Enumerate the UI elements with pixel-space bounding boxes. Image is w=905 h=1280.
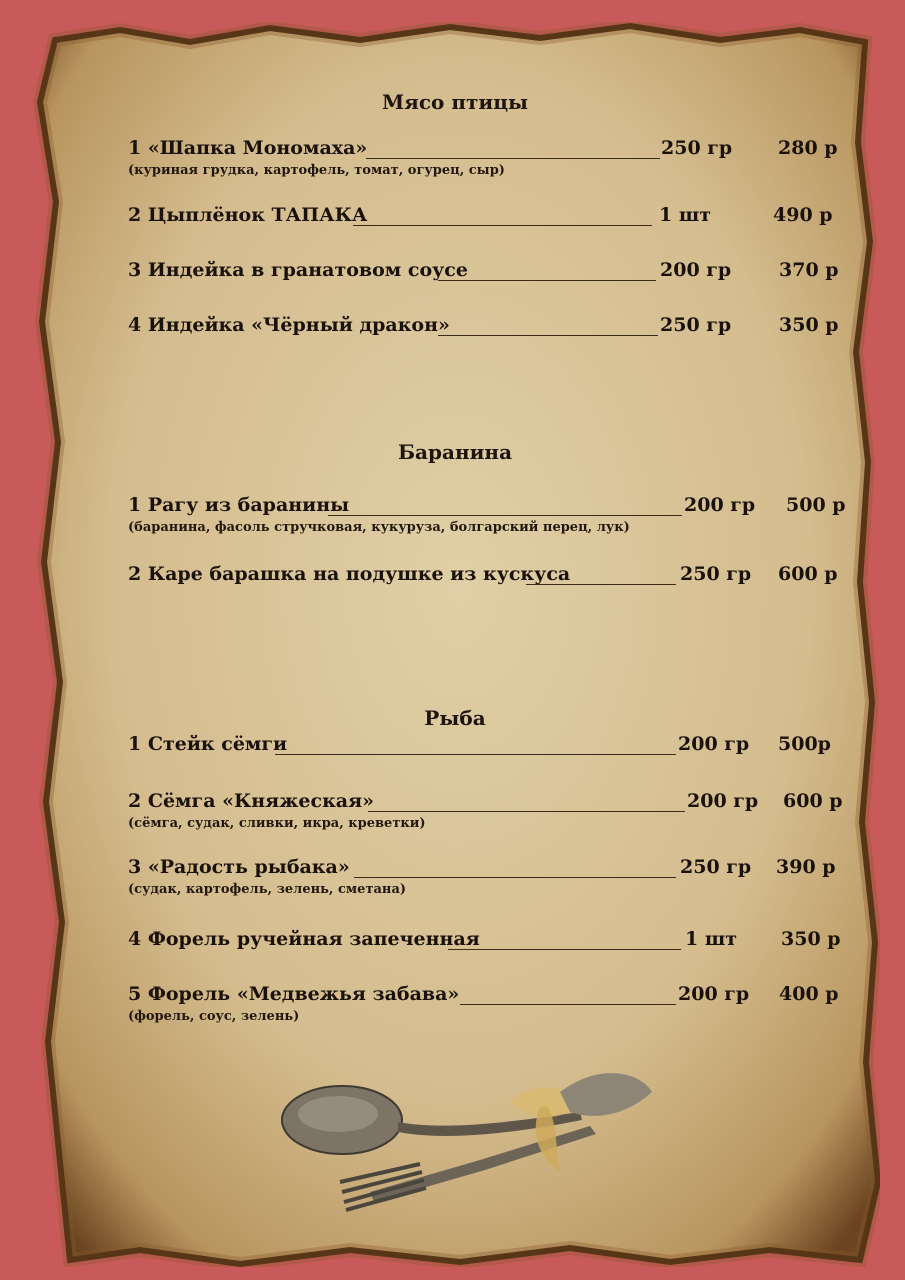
- menu-item: [128, 314, 843, 342]
- menu-item-price: 280 р: [778, 137, 838, 159]
- menu-item: [128, 856, 843, 897]
- menu-item: [128, 137, 843, 178]
- menu-item-weight: 200 гр: [687, 790, 759, 812]
- menu-item-leader-line: [368, 811, 685, 812]
- menu-item-leader-line: [460, 1004, 676, 1005]
- menu-item-leader-line: [438, 335, 658, 336]
- menu-item: [128, 790, 843, 831]
- menu-item-line: [128, 733, 843, 761]
- menu-item-name: 1 «Шапка Мономаха»: [128, 137, 368, 159]
- menu-item-price: 490 р: [773, 204, 833, 226]
- menu-item-weight: 250 гр: [661, 137, 733, 159]
- menu-item-price: 600 р: [778, 563, 838, 585]
- menu-item-line: [128, 314, 843, 342]
- menu-item-price: 600 р: [783, 790, 843, 812]
- menu-item-line: [128, 790, 843, 818]
- cutlery-decoration-icon: [280, 1052, 660, 1212]
- menu-item-description: (форель, соус, зелень): [128, 1009, 300, 1024]
- menu-item-name: 2 Цыплёнок ТАПАКА: [128, 204, 368, 226]
- menu-item-line: [128, 137, 843, 165]
- menu-item-name: 1 Рагу из баранины: [128, 494, 350, 516]
- section-title: Баранина: [397, 440, 513, 464]
- menu-item-price: 500р: [778, 733, 831, 755]
- menu-item-line: [128, 259, 843, 287]
- section-title: Рыба: [424, 706, 486, 730]
- section-title: Мясо птицы: [381, 90, 529, 114]
- menu-item-name: 2 Каре барашка на подушке из кускуса: [128, 563, 571, 585]
- menu-item: [128, 204, 843, 232]
- menu-item-name: 2 Сёмга «Княжеская»: [128, 790, 375, 812]
- menu-item-price: 350 р: [781, 928, 841, 950]
- menu-item-weight: 200 гр: [684, 494, 756, 516]
- menu-item-description: (сёмга, судак, сливки, икра, креветки): [128, 816, 426, 831]
- menu-item-weight: 1 шт: [685, 928, 738, 950]
- menu-item: [128, 983, 843, 1024]
- menu-item-leader-line: [353, 225, 652, 226]
- menu-item-line: [128, 563, 843, 591]
- menu-item: [128, 733, 843, 761]
- menu-item-weight: 250 гр: [680, 563, 752, 585]
- menu-item-line: [128, 856, 843, 884]
- menu-item-price: 400 р: [779, 983, 839, 1005]
- menu-item-price: 500 р: [786, 494, 846, 516]
- menu-item-description: (куриная грудка, картофель, томат, огурец, сыр): [128, 163, 505, 178]
- menu-item-description: (судак, картофель, зелень, сметана): [128, 882, 407, 897]
- menu-item-weight: 200 гр: [678, 983, 750, 1005]
- menu-page: [30, 22, 880, 1267]
- menu-item-line: [128, 983, 843, 1011]
- menu-item-leader-line: [526, 584, 676, 585]
- menu-item-leader-line: [438, 280, 656, 281]
- menu-item-name: 4 Индейка «Чёрный дракон»: [128, 314, 450, 336]
- menu-item-line: [128, 494, 846, 522]
- menu-item-line: [128, 204, 843, 232]
- menu-item-name: 3 Индейка в гранатовом соусе: [128, 259, 468, 281]
- menu-item-weight: 1 шт: [659, 204, 712, 226]
- menu-item-price: 350 р: [779, 314, 839, 336]
- menu-item-line: [128, 928, 843, 956]
- menu-item-price: 390 р: [776, 856, 836, 878]
- menu-item: [128, 563, 843, 591]
- menu-item-price: 370 р: [779, 259, 839, 281]
- menu-item-weight: 250 гр: [680, 856, 752, 878]
- menu-item-leader-line: [275, 754, 676, 755]
- menu-item-weight: 250 гр: [660, 314, 732, 336]
- menu-item-leader-line: [448, 949, 681, 950]
- menu-item: [128, 494, 846, 535]
- menu-item-leader-line: [366, 158, 660, 159]
- menu-item-leader-line: [354, 877, 676, 878]
- menu-item-name: 4 Форель ручейная запеченная: [128, 928, 480, 950]
- menu-item-name: 3 «Радость рыбака»: [128, 856, 350, 878]
- menu-item: [128, 259, 843, 287]
- menu-item-name: 1 Стейк сёмги: [128, 733, 288, 755]
- menu-item-description: (баранина, фасоль стручковая, кукуруза, болгарский перец, лук): [128, 520, 630, 535]
- menu-item-leader-line: [328, 515, 682, 516]
- menu-item-name: 5 Форель «Медвежья забава»: [128, 983, 460, 1005]
- menu-item-weight: 200 гр: [678, 733, 750, 755]
- menu-item-weight: 200 гр: [660, 259, 732, 281]
- menu-item: [128, 928, 843, 956]
